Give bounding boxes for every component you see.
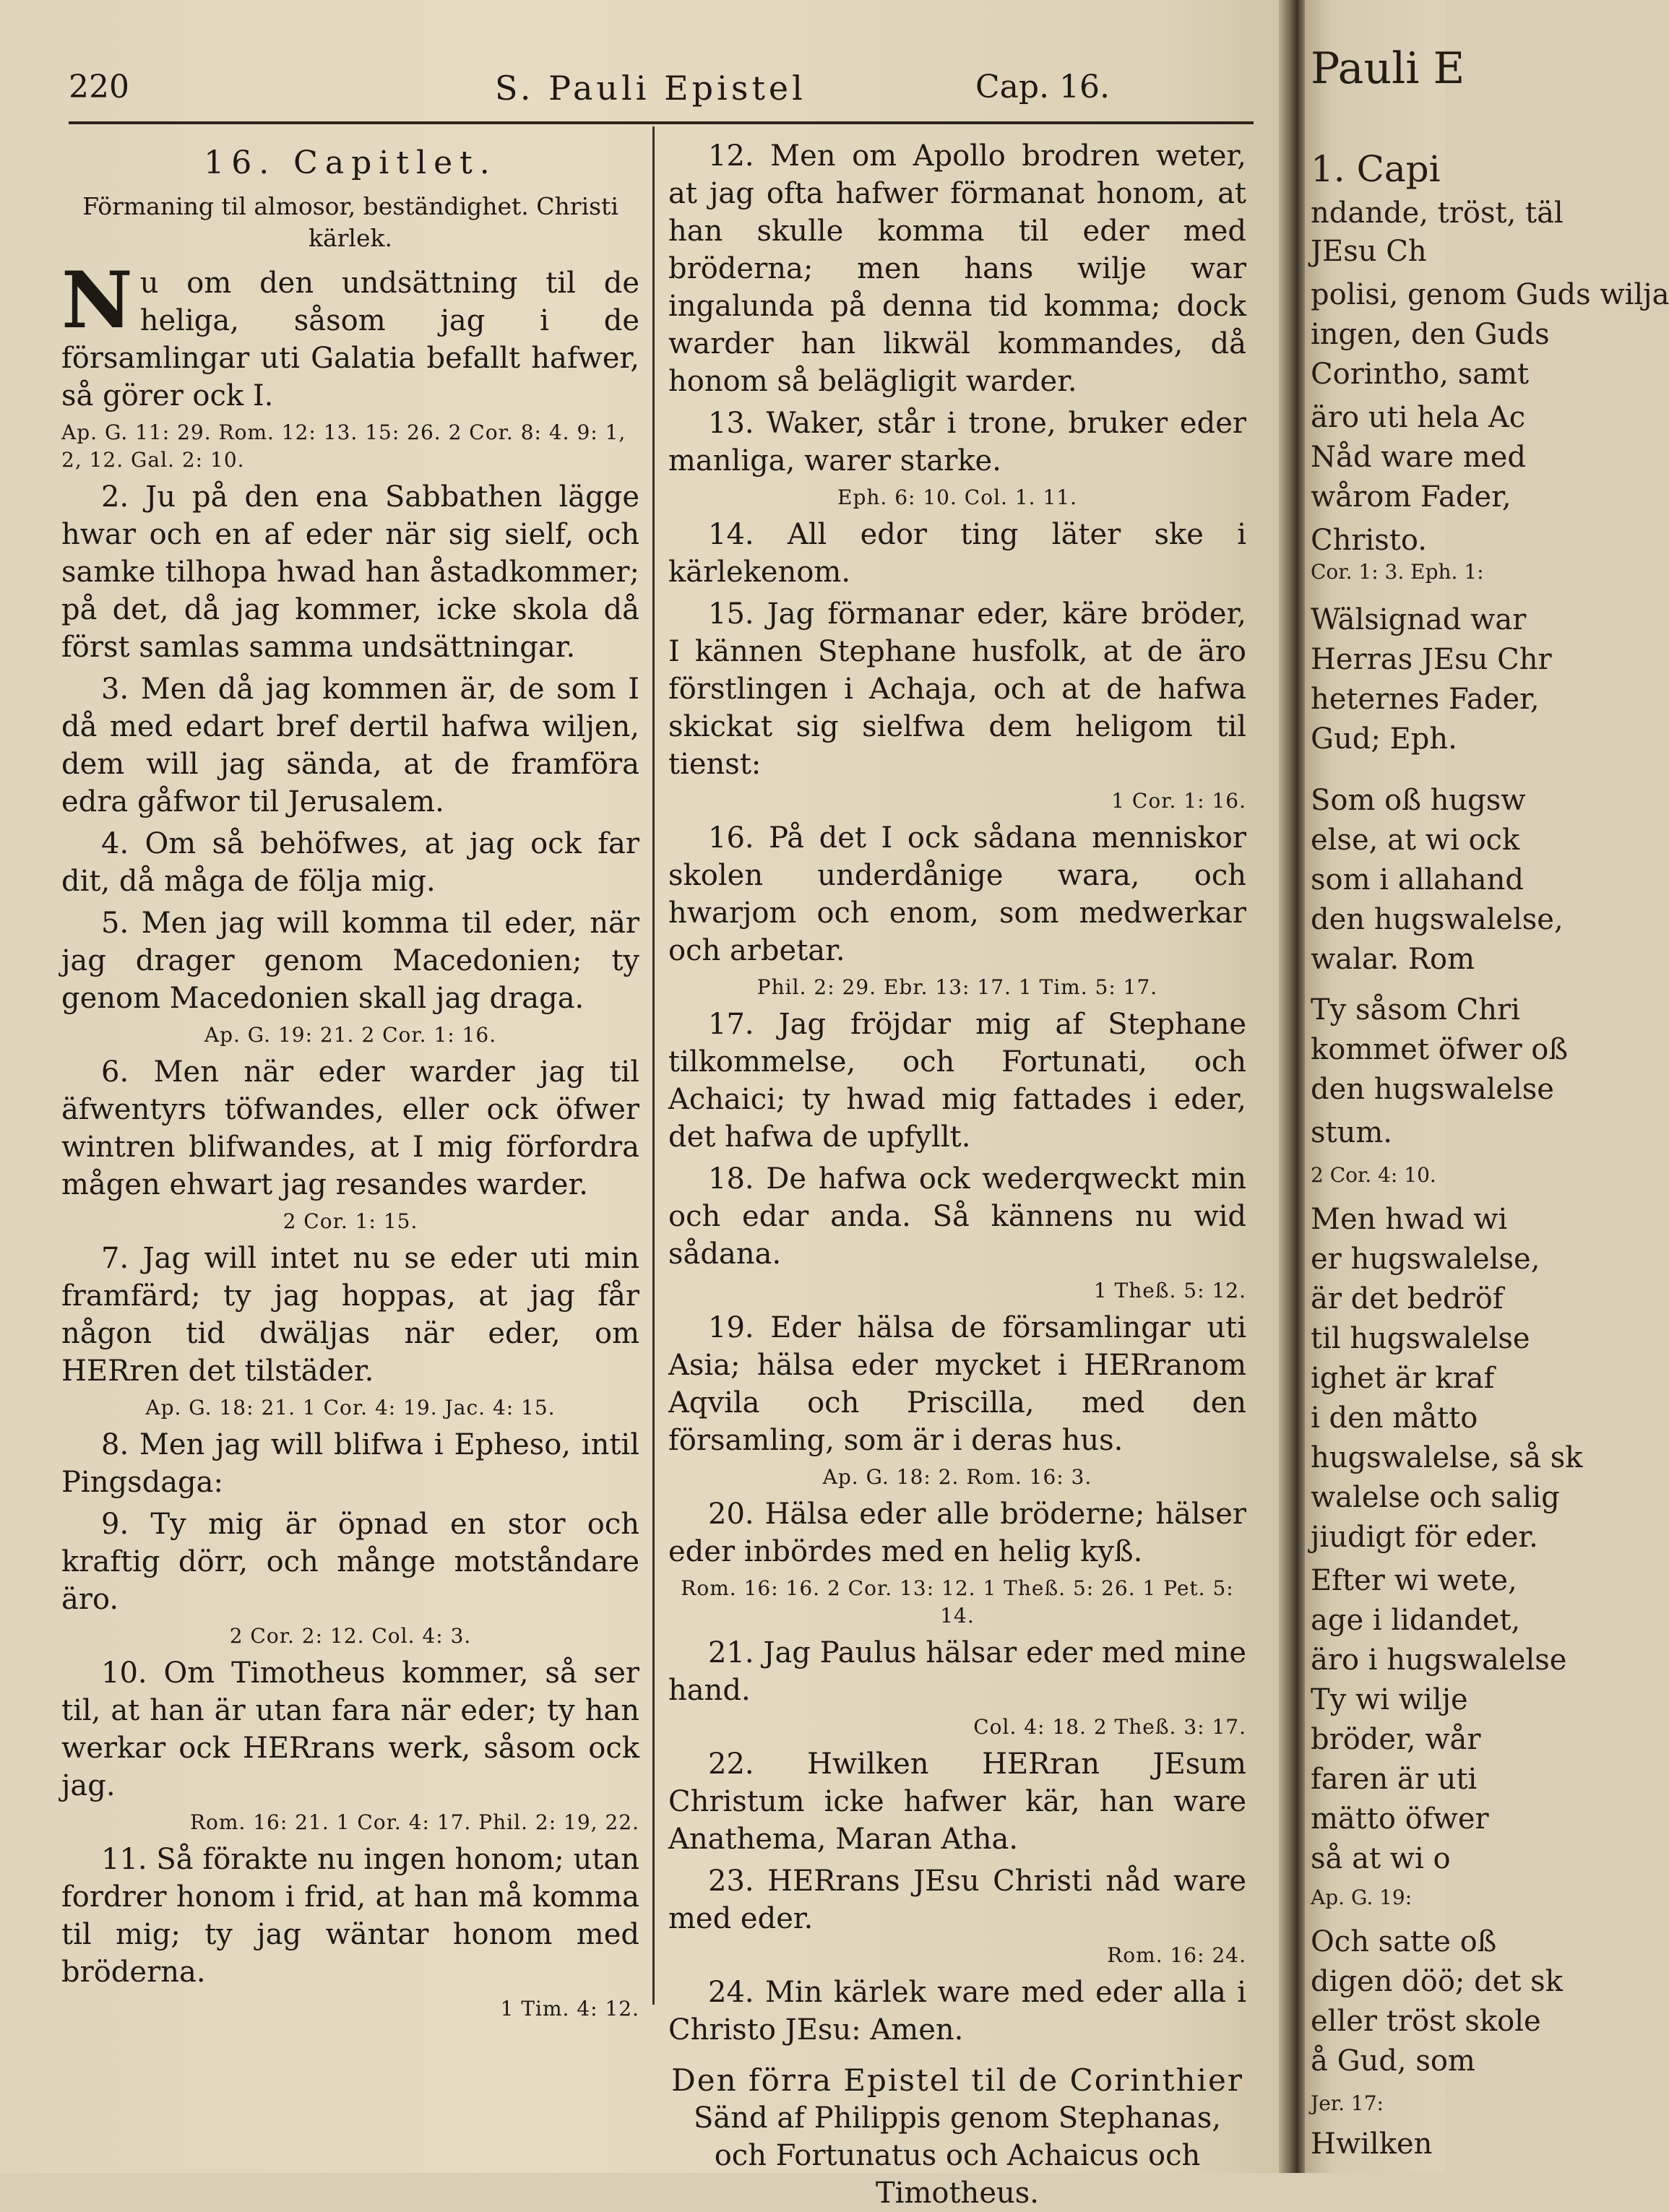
- book-gutter: [1279, 0, 1305, 2173]
- facing-line: 2 Cor. 4: 10.: [1311, 1163, 1436, 1187]
- facing-line: digen döö; det sk: [1311, 1965, 1563, 1998]
- page-number: 220: [69, 69, 129, 105]
- facing-line: Herras JEsu Chr: [1311, 643, 1552, 676]
- facing-page: [1305, 0, 1669, 2173]
- facing-line: den hugswalelse: [1311, 1073, 1554, 1106]
- verse-12: 12. Men om Apollo brodren weter, at jag ofta hafwer förmanat honom, at han skulle komma til eder med bröderna; men hans wilje war ingalunda på denna tid komma; dock warder han likwäl kommandes, då honom så belägligit warder.: [668, 139, 1246, 398]
- facing-line: ighet är kraf: [1311, 1362, 1495, 1395]
- facing-line: är det bedröf: [1311, 1282, 1504, 1315]
- verse-10-ref: Rom. 16: 21. 1 Cor. 4: 17. Phil. 2: 19, 22.: [189, 1810, 639, 1834]
- facing-line: Som oß hugsw: [1311, 784, 1526, 817]
- facing-line: er hugswalelse,: [1311, 1243, 1540, 1276]
- facing-line: så at wi o: [1311, 1842, 1451, 1875]
- facing-line: Corintho, samt: [1311, 358, 1530, 391]
- verse-8: 8. Men jag will blifwa i Epheso, intil Pingsdaga:: [61, 1428, 639, 1499]
- facing-line: walar. Rom: [1311, 943, 1475, 976]
- facing-line: age i lidandet,: [1311, 1604, 1521, 1637]
- verse-21-ref: Col. 4: 18. 2 Theß. 3: 17.: [973, 1715, 1246, 1739]
- verse-20-ref: Rom. 16: 16. 2 Cor. 13: 12. 1 Theß. 5: 26. 1 Pet. 5: 14.: [681, 1576, 1234, 1628]
- facing-line: bröder, wår: [1311, 1723, 1481, 1756]
- verse-2: 2. Ju på den ena Sabbathen lägge hwar och en af eder när sig sielf, och samke tilhopa hwad han åstadkommer; på det, då jag kommer, icke skola då först samlas samma undsättningar.: [61, 480, 639, 664]
- facing-line: stum.: [1311, 1116, 1393, 1149]
- facing-line: Och satte oß: [1311, 1925, 1497, 1958]
- verse-20: 20. Hälsa eder alle bröderne; hälser eder inbördes med en helig kyß.: [668, 1498, 1246, 1568]
- facing-line: til hugswalelse: [1311, 1322, 1530, 1355]
- facing-line: 1. Capi: [1311, 148, 1441, 190]
- verse-18: 18. De hafwa ock wederqweckt min och edar anda. Så kännens nu wid sådana.: [668, 1162, 1246, 1271]
- verse-11: 11. Så förakte nu ingen honom; utan fordrer honom i frid, at han må komma til mig; ty jag wäntar honom med bröderna.: [61, 1843, 639, 1989]
- chapter-summary: Förmaning til almosor, beständighet. Christi kärlek.: [82, 192, 618, 252]
- drop-capital: N: [61, 255, 133, 346]
- verse-6: 6. Men när eder warder jag til äfwentyrs töfwandes, eller ock öfwer wintren blifwandes, at I mig förfordra mågen ehwart jag resandes warder.: [61, 1055, 639, 1201]
- facing-line: Christo.: [1311, 524, 1427, 557]
- verse-10: 10. Om Timotheus kommer, så ser til, at han är utan fara när eder; ty han werkar ock HERrans werk, såsom ock jag.: [61, 1656, 639, 1802]
- facing-line: Men hwad wi: [1311, 1203, 1508, 1236]
- left-column: [61, 137, 639, 2027]
- verse-17: 17. Jag fröjdar mig af Stephane tilkommelse, och Fortunati, och Achaici; ty hwad mig fattades i eder, det hafwa de upfyllt.: [668, 1008, 1246, 1154]
- running-header: [69, 69, 1254, 119]
- verse-9-ref: 2 Cor. 2: 12. Col. 4: 3.: [229, 1624, 472, 1648]
- facing-line: Ty såsom Chri: [1311, 993, 1520, 1027]
- facing-line: jiudigt för eder.: [1311, 1521, 1538, 1554]
- verse-3: 3. Men då jag kommen är, de som I då med edart bref dertil hafwa wiljen, dem will jag sända, at de framföra edra gåfwor til Jerusalem.: [61, 673, 639, 818]
- facing-line: Cor. 1: 3. Eph. 1:: [1311, 560, 1484, 584]
- verse-19-ref: Ap. G. 18: 2. Rom. 16: 3.: [822, 1465, 1092, 1489]
- facing-line: äro uti hela Ac: [1311, 401, 1526, 434]
- verse-18-ref: 1 Theß. 5: 12.: [1093, 1279, 1246, 1302]
- facing-line: Nåd ware med: [1311, 441, 1526, 474]
- verse-16: 16. På det I ock sådana menniskor skolen underdånige wara, och hwarjom och enom, som medwerkar och arbetar.: [668, 821, 1246, 967]
- facing-line: i den måtto: [1311, 1401, 1478, 1435]
- facing-line: å Gud, som: [1311, 2044, 1475, 2078]
- facing-line: walelse och salig: [1311, 1481, 1560, 1514]
- epistle-colophon: [668, 2062, 1246, 2212]
- facing-line: som i allahand: [1311, 863, 1524, 897]
- facing-line: kommet öfwer oß: [1311, 1033, 1569, 1066]
- verse-1: Nu om den undsättning til de heliga, såsom jag i de församlingar uti Galatia befallt hafwer, så görer ock I.: [61, 255, 639, 412]
- verse-21: 21. Jag Paulus hälsar eder med mine hand.: [668, 1636, 1246, 1707]
- chapter-marker: Cap. 16.: [975, 69, 1110, 105]
- verse-9: 9. Ty mig är öpnad en stor och kraftig dörr, och månge motståndare äro.: [61, 1508, 639, 1616]
- facing-line: Ty wi wilje: [1311, 1683, 1468, 1716]
- facing-line: ingen, den Guds: [1311, 318, 1550, 351]
- colophon-heading: Den förra Epistel til de Corinthier: [671, 2062, 1243, 2098]
- header-rule: [69, 121, 1254, 124]
- verse-14: 14. All edor ting läter ske i kärlekenom.: [668, 518, 1246, 589]
- facing-line: Gud; Eph.: [1311, 722, 1457, 756]
- verse-5: 5. Men jag will komma til eder, när jag drager genom Macedonien; ty genom Macedonien skall jag draga.: [61, 907, 639, 1015]
- facing-line: Pauli E: [1311, 43, 1465, 94]
- verse-16-ref: Phil. 2: 29. Ebr. 13: 17. 1 Tim. 5: 17.: [756, 975, 1158, 999]
- column-divider: [652, 126, 655, 2005]
- verse-23-ref: Rom. 16: 24.: [1107, 1943, 1246, 1967]
- verse-15-ref: 1 Cor. 1: 16.: [1111, 789, 1246, 813]
- facing-line: eller tröst skole: [1311, 2005, 1541, 2038]
- verse-4: 4. Om så behöfwes, at jag ock far dit, då måga de följa mig.: [61, 827, 639, 898]
- facing-line: faren är uti: [1311, 1763, 1478, 1796]
- running-title: S. Pauli Epistel: [495, 69, 806, 108]
- facing-line: ndande, tröst, täl: [1311, 196, 1564, 230]
- facing-line: mätto öfwer: [1311, 1802, 1489, 1836]
- verse-5-ref: Ap. G. 19: 21. 2 Cor. 1: 16.: [204, 1023, 497, 1047]
- facing-line: den hugswalelse,: [1311, 903, 1564, 936]
- verse-22: 22. Hwilken HERran JEsum Christum icke hafwer kär, han ware Anathema, Maran Atha.: [668, 1747, 1246, 1856]
- verse-6-ref: 2 Cor. 1: 15.: [283, 1209, 418, 1233]
- verse-13: 13. Waker, står i trone, bruker eder manliga, warer starke.: [668, 407, 1246, 478]
- facing-line: Wälsignad war: [1311, 603, 1527, 636]
- facing-line: Efter wi wete,: [1311, 1564, 1517, 1597]
- facing-line: else, at wi ock: [1311, 824, 1520, 857]
- colophon-body: Sänd af Philippis genom Stephanas, och Fortunatus och Achaicus och Timotheus.: [694, 2101, 1221, 2210]
- verse-7-ref: Ap. G. 18: 21. 1 Cor. 4: 19. Jac. 4: 15.: [145, 1396, 556, 1420]
- right-column: [668, 137, 1246, 2212]
- facing-line: heternes Fader,: [1311, 683, 1540, 716]
- facing-line: wårom Fader,: [1311, 480, 1511, 514]
- facing-line: polisi, genom Guds wilja: [1311, 278, 1669, 311]
- facing-line: Jer. 17:: [1311, 2091, 1384, 2115]
- verse-11-ref: 1 Tim. 4: 12.: [500, 1997, 639, 2021]
- facing-line: Hwilken: [1311, 2127, 1433, 2161]
- facing-line: äro i hugswalelse: [1311, 1643, 1567, 1677]
- chapter-title: 16. Capitlet.: [204, 144, 497, 181]
- facing-line: Ap. G. 19:: [1311, 1885, 1413, 1909]
- verse-13-ref: Eph. 6: 10. Col. 1. 11.: [837, 485, 1077, 509]
- facing-line: JEsu Ch: [1311, 235, 1427, 268]
- verse-1-ref: Ap. G. 11: 29. Rom. 12: 13. 15: 26. 2 Cor. 8: 4. 9: 1, 2, 12. Gal. 2: 10.: [61, 420, 626, 472]
- verse-24: 24. Min kärlek ware med eder alla i Christo JEsu: Amen.: [668, 1976, 1246, 2047]
- verse-19: 19. Eder hälsa de församlingar uti Asia; hälsa eder mycket i HERranom Aqvila och Priscilla, med den församling, som är i deras hus.: [668, 1311, 1246, 1457]
- verse-23: 23. HERrans JEsu Christi nåd ware med eder.: [668, 1865, 1246, 1935]
- verse-7: 7. Jag will intet nu se eder uti min framfärd; ty jag hoppas, at jag får någon tid dwäljas när eder, om HERren det tilstäder.: [61, 1242, 639, 1388]
- verse-15: 15. Jag förmanar eder, käre bröder, I kännen Stephane husfolk, at de äro förstlingen i Achaja, och at de hafwa skickat sig sielfwa dem heligom til tienst:: [668, 597, 1246, 781]
- facing-line: hugswalelse, så sk: [1311, 1441, 1583, 1474]
